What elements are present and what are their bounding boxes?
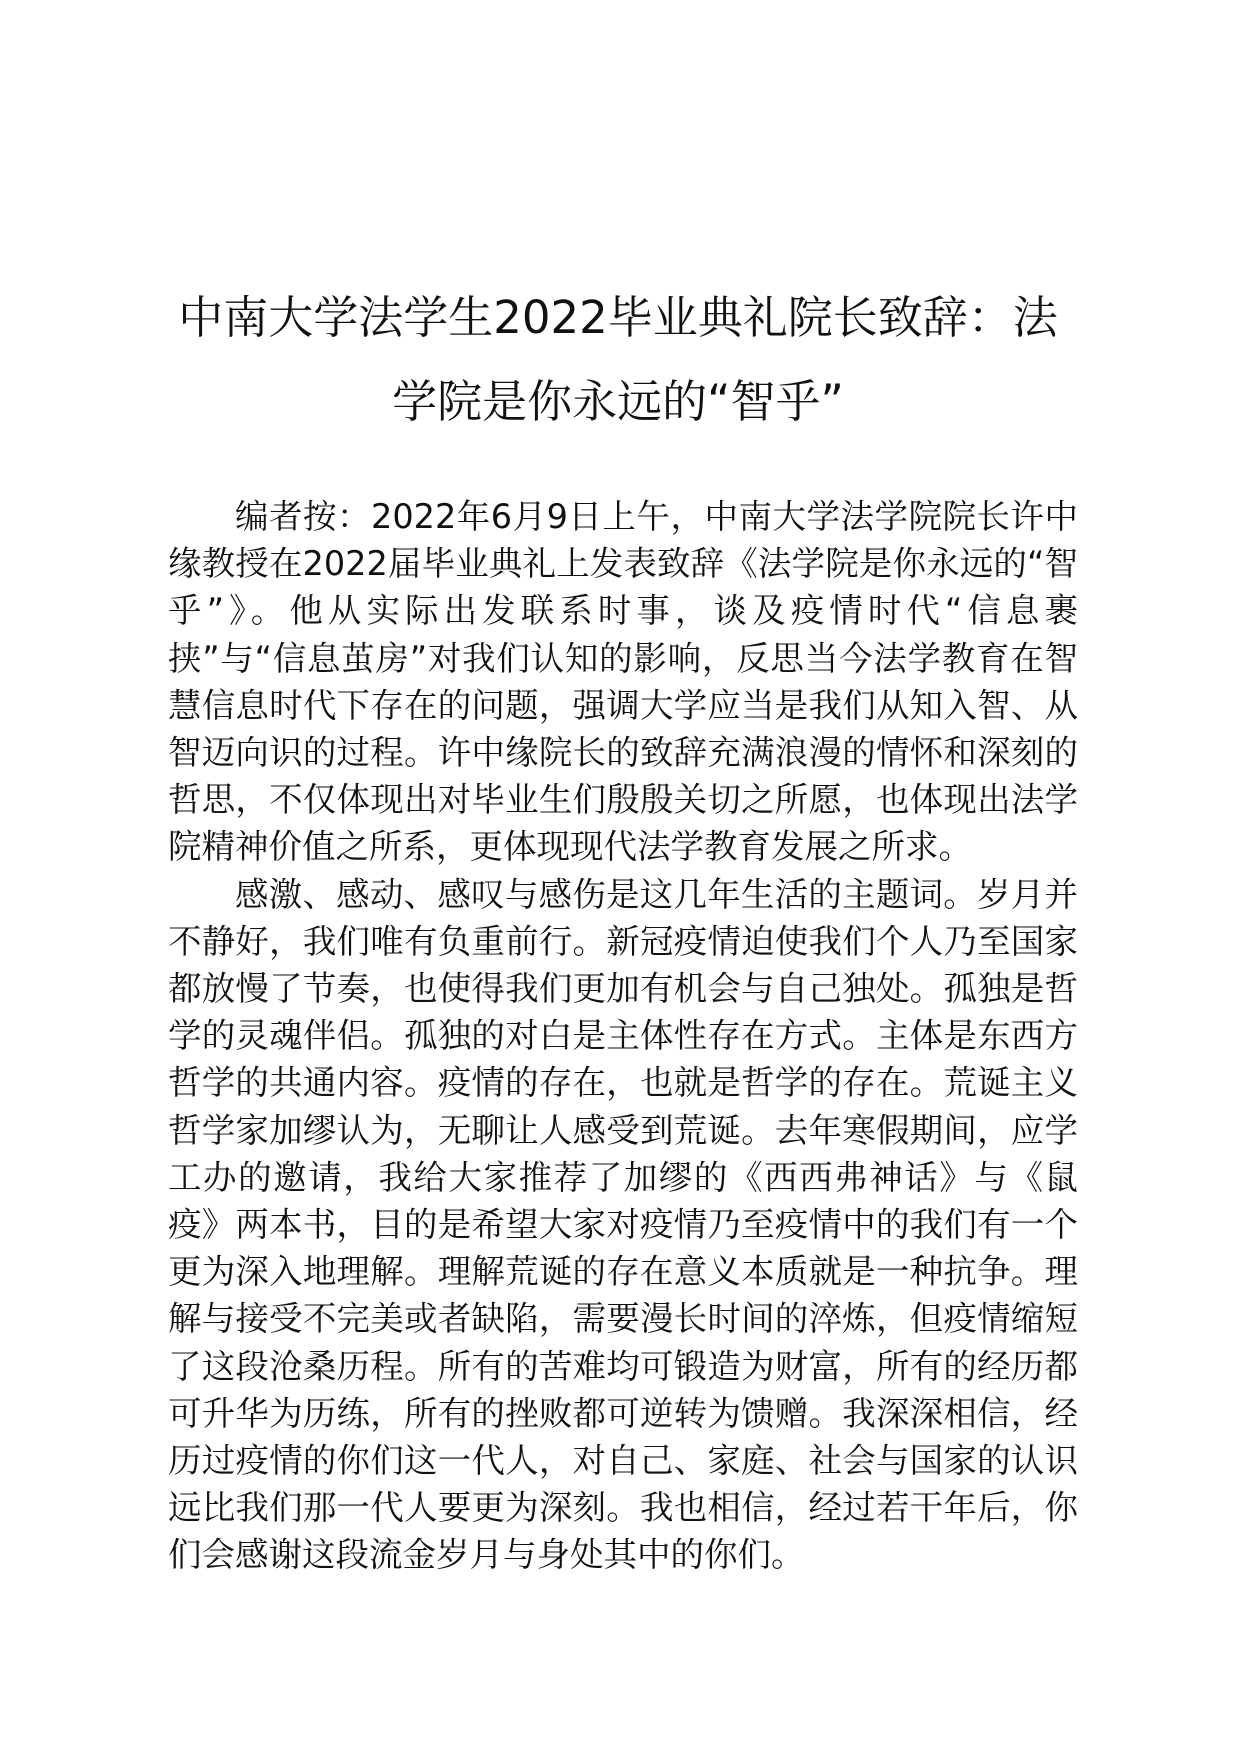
title-line-2: 学院是你永远的“智乎” bbox=[392, 375, 844, 428]
speech-paragraph: 感激、感动、感叹与感伤是这几年生活的主题词。岁月并不静好，我们唯有负重前行。新冠疫情迫使我们个人乃至国家都放慢了节奏，也使得我们更加有机会与自己独处。孤独是哲学的灵魂伴侣。孤独的对白是主体性存在方式。主体是东西方哲学的共通内容。疫情的存在，也就是哲学的存在。荒诞主义哲学家加缪认为，无聊让人感受到荒诞。去年寒假期间，应学工办的邀请，我给大家推荐了加缪的《西西弗神话》与《鼠疫》两本书，目的是希望大家对疫情乃至疫情中的我们有一个更为深入地理解。理解荒诞的存在意义本质就是一种抗争。理解与接受不完美或者缺陷，需要漫长时间的淬炼，但疫情缩短了这段沧桑历程。所有的苦难均可锻造为财富，所有的经历都可升华为历练，所有的挫败都可逆转为馈赠。我深深相信，经历过疫情的你们这一代人，对自己、家庭、社会与国家的认识远比我们那一代人要更为深刻。我也相信，经过若干年后，你们会感谢这段流金岁月与身处其中的你们。 bbox=[168, 874, 1078, 1575]
document-title bbox=[168, 276, 1068, 444]
title-line-1: 中南大学法学生2022毕业典礼院长致辞：法 bbox=[178, 291, 1058, 344]
editor-note-paragraph: 编者按：2022年6月9日上午，中南大学法学院院长许中缘教授在2022届毕业典礼上发表致辞《法学院是你永远的“智乎”》。他从实际出发联系时事，谈及疫情时代“信息裹挟”与“信息茧房”对我们认知的影响，反思当今法学教育在智慧信息时代下存在的问题，强调大学应当是我们从知入智、从智迈向识的过程。许中缘院长的致辞充满浪漫的情怀和深刻的哲思，不仅体现出对毕业生们殷殷关切之所愿，也体现出法学院精神价值之所系，更体现现代法学教育发展之所求。 bbox=[168, 497, 1078, 867]
document-body bbox=[168, 493, 1078, 1579]
